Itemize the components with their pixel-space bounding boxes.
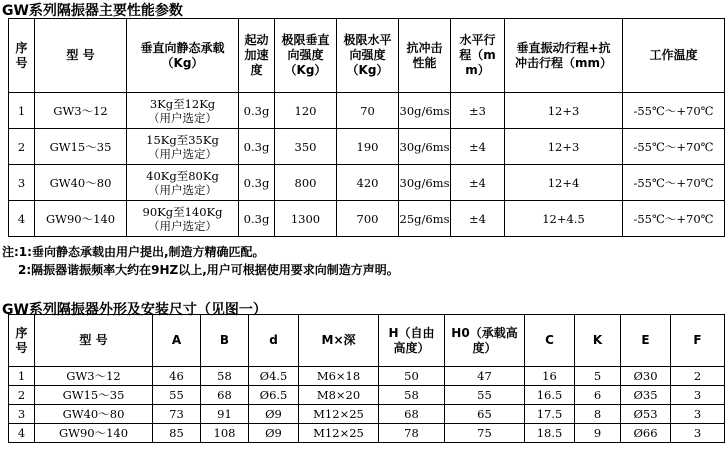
cell-index: 1 [9, 93, 35, 129]
cell-shock: 30g/6ms [399, 129, 451, 165]
cell-temperature: -55℃～+70℃ [623, 201, 725, 237]
header-temperature: 工作温度 [623, 19, 725, 93]
header-f: F [671, 315, 725, 367]
cell-model: GW15～35 [35, 386, 153, 405]
cell-thread-depth: M12×25 [299, 405, 379, 424]
cell-free-height: 78 [379, 424, 445, 443]
note-1: 注:1:垂向静态承载由用户提出,制造方精确匹配。 [2, 245, 265, 259]
cell-temperature: -55℃～+70℃ [623, 129, 725, 165]
cell-horizontal-travel: ±3 [451, 93, 505, 129]
cell-c: 16 [525, 367, 575, 386]
cell-static-load: 40Kg至80Kg（用户选定） [127, 165, 239, 201]
table1-header-row [9, 19, 725, 93]
header-index: 序号 [9, 315, 35, 367]
cell-a: 73 [153, 405, 201, 424]
cell-horizontal-limit: 700 [337, 201, 399, 237]
cell-shock: 30g/6ms [399, 165, 451, 201]
cell-index: 4 [9, 201, 35, 237]
cell-loaded-height: 47 [445, 367, 525, 386]
cell-c: 17.5 [525, 405, 575, 424]
table-row [9, 93, 725, 129]
cell-b: 108 [201, 424, 249, 443]
cell-k: 6 [575, 386, 621, 405]
cell-b: 68 [201, 386, 249, 405]
cell-model: GW3～12 [35, 93, 127, 129]
table-row [9, 165, 725, 201]
cell-shock: 25g/6ms [399, 201, 451, 237]
cell-b: 91 [201, 405, 249, 424]
header-thread-depth: M×深 [299, 315, 379, 367]
table1-title: GW系列隔振器主要性能参数 [2, 3, 183, 19]
dimensions-table [8, 314, 725, 443]
cell-loaded-height: 55 [445, 386, 525, 405]
cell-model: GW90～140 [35, 201, 127, 237]
header-b: B [201, 315, 249, 367]
cell-thread-depth: M6×18 [299, 367, 379, 386]
table-row [9, 424, 725, 443]
cell-e: Ø66 [621, 424, 671, 443]
cell-f: 3 [671, 424, 725, 443]
cell-k: 8 [575, 405, 621, 424]
cell-static-load: 90Kg至140Kg（用户选定） [127, 201, 239, 237]
cell-f: 2 [671, 367, 725, 386]
header-c: C [525, 315, 575, 367]
cell-loaded-height: 65 [445, 405, 525, 424]
table-row [9, 405, 725, 424]
cell-thread-depth: M8×20 [299, 386, 379, 405]
cell-free-height: 50 [379, 367, 445, 386]
cell-e: Ø35 [621, 386, 671, 405]
cell-d: Ø6.5 [249, 386, 299, 405]
cell-start-accel: 0.3g [239, 201, 275, 237]
header-a: A [153, 315, 201, 367]
cell-b: 58 [201, 367, 249, 386]
cell-c: 18.5 [525, 424, 575, 443]
cell-model: GW40～80 [35, 405, 153, 424]
cell-d: Ø9 [249, 405, 299, 424]
cell-loaded-height: 75 [445, 424, 525, 443]
cell-horizontal-travel: ±4 [451, 165, 505, 201]
header-model: 型 号 [35, 315, 153, 367]
header-index: 序号 [9, 19, 35, 93]
cell-horizontal-limit: 190 [337, 129, 399, 165]
cell-start-accel: 0.3g [239, 129, 275, 165]
cell-f: 3 [671, 386, 725, 405]
cell-model: GW90～140 [35, 424, 153, 443]
cell-free-height: 58 [379, 386, 445, 405]
cell-horizontal-limit: 70 [337, 93, 399, 129]
cell-horizontal-travel: ±4 [451, 201, 505, 237]
cell-vertical-limit: 350 [275, 129, 337, 165]
cell-vertical-travel: 12+3 [505, 93, 623, 129]
cell-d: Ø4.5 [249, 367, 299, 386]
cell-vertical-limit: 1300 [275, 201, 337, 237]
cell-vertical-travel: 12+4 [505, 165, 623, 201]
cell-thread-depth: M12×25 [299, 424, 379, 443]
header-vertical-travel: 垂直振动行程+抗冲击行程（mm） [505, 19, 623, 93]
cell-f: 3 [671, 405, 725, 424]
cell-vertical-travel: 12+3 [505, 129, 623, 165]
header-static-load: 垂直向静态承载（Kg） [127, 19, 239, 93]
header-loaded-height: H0（承载高度） [445, 315, 525, 367]
cell-start-accel: 0.3g [239, 93, 275, 129]
cell-vertical-limit: 120 [275, 93, 337, 129]
cell-free-height: 68 [379, 405, 445, 424]
cell-static-load: 3Kg至12Kg（用户选定） [127, 93, 239, 129]
cell-static-load: 15Kg至35Kg（用户选定） [127, 129, 239, 165]
cell-a: 55 [153, 386, 201, 405]
cell-c: 16.5 [525, 386, 575, 405]
note-2: 2:隔振器谐振频率大约在9HZ以上,用户可根据使用要求向制造方声明。 [18, 263, 399, 277]
cell-k: 9 [575, 424, 621, 443]
cell-horizontal-travel: ±4 [451, 129, 505, 165]
cell-index: 3 [9, 405, 35, 424]
cell-model: GW40～80 [35, 165, 127, 201]
cell-model: GW3～12 [35, 367, 153, 386]
cell-horizontal-limit: 420 [337, 165, 399, 201]
cell-e: Ø53 [621, 405, 671, 424]
cell-index: 4 [9, 424, 35, 443]
header-shock: 抗冲击性能 [399, 19, 451, 93]
header-k: K [575, 315, 621, 367]
header-e: E [621, 315, 671, 367]
cell-e: Ø30 [621, 367, 671, 386]
header-vertical-limit: 极限垂直向强度（Kg） [275, 19, 337, 93]
cell-vertical-travel: 12+4.5 [505, 201, 623, 237]
table-row [9, 129, 725, 165]
table2-header-row [9, 315, 725, 367]
cell-start-accel: 0.3g [239, 165, 275, 201]
performance-table [8, 18, 725, 237]
table-row [9, 386, 725, 405]
cell-index: 3 [9, 165, 35, 201]
cell-k: 5 [575, 367, 621, 386]
table-row [9, 201, 725, 237]
cell-a: 46 [153, 367, 201, 386]
cell-index: 2 [9, 386, 35, 405]
cell-model: GW15～35 [35, 129, 127, 165]
cell-index: 2 [9, 129, 35, 165]
cell-a: 85 [153, 424, 201, 443]
header-free-height: H（自由高度） [379, 315, 445, 367]
cell-d: Ø9 [249, 424, 299, 443]
cell-index: 1 [9, 367, 35, 386]
cell-vertical-limit: 800 [275, 165, 337, 201]
header-model: 型 号 [35, 19, 127, 93]
cell-temperature: -55℃～+70℃ [623, 93, 725, 129]
header-start-accel: 起动加速度 [239, 19, 275, 93]
table2-title: GW系列隔振器外形及安装尺寸（见图一） [2, 302, 267, 318]
header-horizontal-travel: 水平行程（mm） [451, 19, 505, 93]
header-d: d [249, 315, 299, 367]
cell-shock: 30g/6ms [399, 93, 451, 129]
cell-temperature: -55℃～+70℃ [623, 165, 725, 201]
table-row [9, 367, 725, 386]
header-horizontal-limit: 极限水平向强度（Kg） [337, 19, 399, 93]
